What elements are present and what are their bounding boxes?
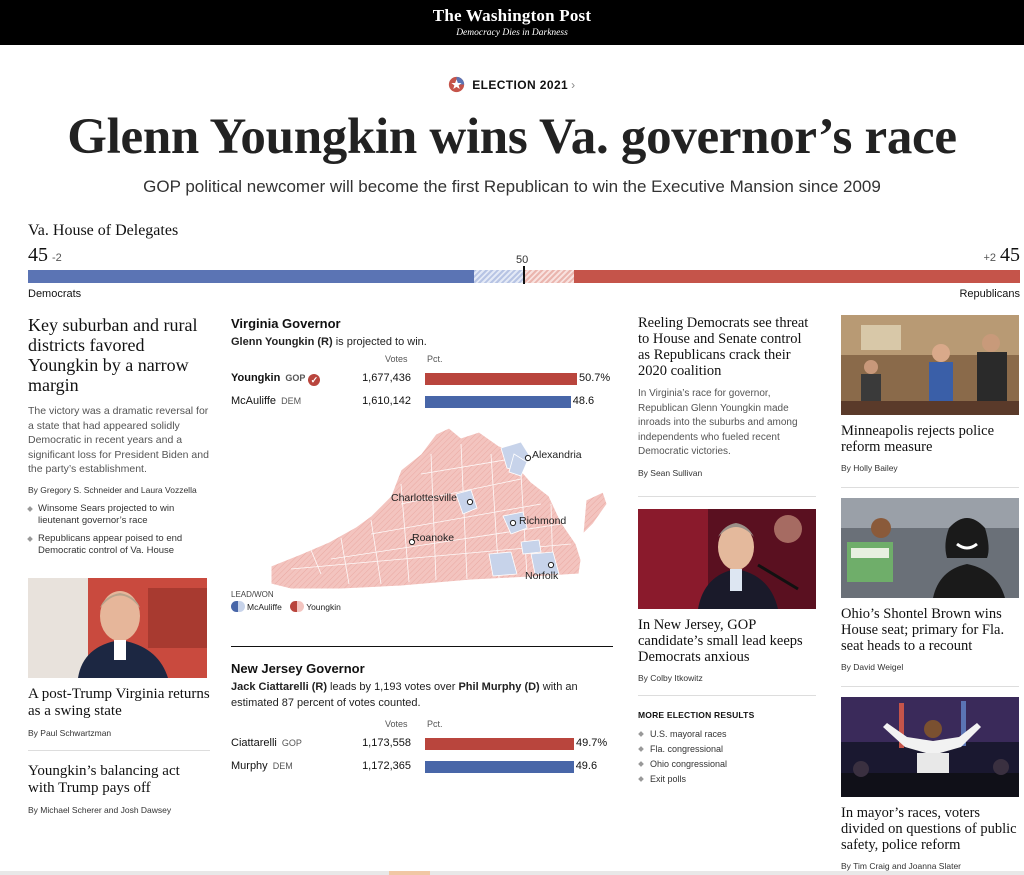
more-results-link[interactable]: Ohio congressional: [638, 759, 816, 769]
candidate-pct: 50.7%: [579, 372, 611, 384]
lead-story-byline: By Gregory S. Schneider and Laura Vozzella: [28, 484, 197, 495]
virginia-county-map[interactable]: [231, 424, 613, 606]
candidate-name: Youngkin GOP ✓: [231, 372, 320, 386]
nj-result-bar: [425, 738, 574, 750]
story-headline[interactable]: In New Jersey, GOP candidate’s small lead keeps Democrats anxious: [638, 616, 803, 665]
map-city-label: Richmond: [519, 515, 567, 527]
votes-header: Votes: [385, 354, 408, 364]
related-link[interactable]: Winsome Sears projected to win lieutenant governor’s race: [28, 503, 210, 528]
divider: [841, 686, 1019, 687]
va-candidate-row: [231, 368, 613, 391]
masthead: [0, 0, 1024, 45]
house-title: Va. House of Delegates: [28, 222, 179, 239]
nj-result-bar: [425, 761, 574, 773]
site-logo[interactable]: The Washington Post: [432, 6, 592, 25]
story-byline: By Michael Scherer and Josh Dawsey: [28, 804, 172, 815]
majority-marker: [523, 266, 525, 284]
majority-label: 50: [516, 254, 529, 266]
nj-race: [231, 646, 613, 779]
map-legend: [231, 601, 347, 612]
rep-swatch: [290, 601, 304, 612]
nj-table-header: [231, 719, 613, 733]
story-byline: By Holly Bailey: [841, 463, 898, 473]
kicker-label: ELECTION 2021: [472, 78, 569, 92]
dem-label: Democrats: [28, 288, 82, 300]
map-city-label: Norfolk: [525, 570, 559, 582]
candidate-votes: 1,173,558: [362, 737, 411, 749]
candidate-pct: 48.6: [572, 395, 595, 407]
site-tagline: Democracy Dies in Darkness: [456, 28, 568, 38]
lead-story-summary: The victory was a dramatic reversal for a state that had appeared solidly Democratic in recent years and a significant loss for President Biden and the party’s establishment.: [28, 405, 209, 475]
more-results-link[interactable]: Fla. congressional: [638, 744, 816, 754]
va-race-title[interactable]: Virginia Governor: [231, 316, 341, 331]
legend-item-dem: McAuliffe: [231, 602, 282, 612]
pct-header: Pct.: [427, 354, 443, 364]
story-headline[interactable]: In mayor’s races, voters divided on questions of public safety, police reform: [841, 805, 1017, 853]
divider: [841, 487, 1019, 488]
bar-rep-won: [574, 270, 1020, 283]
right-column: [841, 315, 1019, 871]
page-dek: GOP political newcomer will become the first Republican to win the Executive Mansion since 2009: [143, 177, 881, 196]
story-byline: By Colby Itkowitz: [638, 672, 703, 683]
youngkin-photo[interactable]: [28, 578, 207, 678]
mayor-rally-photo[interactable]: [841, 697, 1019, 797]
rep-seat-change: +2: [983, 252, 996, 264]
minneapolis-photo[interactable]: [841, 315, 1019, 415]
map-city-label: Alexandria: [532, 449, 582, 461]
candidate-votes: 1,677,436: [362, 372, 411, 384]
candidate-name: Murphy DEM: [231, 760, 293, 772]
section-kicker[interactable]: [0, 76, 1024, 93]
candidate-pct: 49.6: [575, 760, 598, 772]
va-race-status: Glenn Youngkin (R) is projected to win.: [231, 336, 427, 348]
left-column: [28, 315, 210, 815]
candidate-votes: 1,172,365: [362, 760, 411, 772]
bar-dem-won: [28, 270, 474, 283]
eastern-shore-shape: [583, 492, 607, 534]
story-headline[interactable]: Reeling Democrats see threat to House and Senate control as Republicans crack their 2020 coalition: [638, 315, 809, 379]
story-headline[interactable]: A post-Trump Virginia returns as a swing state: [28, 685, 210, 719]
election-star-icon: [448, 76, 465, 93]
results-column: [231, 316, 613, 772]
house-seat-bar: [28, 270, 1020, 283]
story-byline: By David Weigel: [841, 662, 904, 672]
dem-seat-change: -2: [52, 252, 62, 264]
candidate-votes: 1,610,142: [362, 395, 411, 407]
candidate-name: Ciattarelli GOP: [231, 737, 302, 749]
nj-race-title[interactable]: New Jersey Governor: [231, 661, 365, 676]
map-legend-title: LEAD/WON: [231, 590, 274, 599]
map-city-label: Charlottesville: [391, 492, 457, 504]
candidate-pct: 49.7%: [576, 737, 608, 749]
page-headline[interactable]: Glenn Youngkin wins Va. governor’s race: [67, 109, 957, 165]
va-result-bar: [425, 373, 577, 385]
rep-label: Republicans: [959, 288, 1020, 300]
winner-check-icon: ✓: [308, 374, 320, 386]
dem-seat-count: 45 -2: [28, 244, 62, 266]
story-headline[interactable]: Youngkin’s balancing act with Trump pays off: [28, 762, 180, 796]
map-city-label: Roanoke: [412, 532, 455, 544]
divider: [638, 695, 816, 696]
story-headline[interactable]: Ohio’s Shontel Brown wins House seat; primary for Fla. seat heads to a recount: [841, 606, 1005, 654]
related-link[interactable]: Republicans appear poised to end Democratic control of Va. House: [28, 533, 210, 558]
pct-header: Pct.: [427, 719, 443, 729]
shontel-brown-photo[interactable]: [841, 498, 1019, 598]
chevron-right-icon: ›: [571, 78, 576, 92]
nj-candidate-row: [231, 756, 613, 779]
ciattarelli-photo[interactable]: [638, 509, 816, 609]
story-byline: By Paul Schwartzman: [28, 727, 112, 738]
bar-dem-leaning: [474, 270, 524, 283]
more-results-link[interactable]: U.S. mayoral races: [638, 729, 816, 739]
va-result-bar: [425, 396, 571, 408]
nj-race-status: Jack Ciattarelli (R) leads by 1,193 votes over Phil Murphy (D) with an estimated 87 percent of votes counted.: [231, 681, 578, 709]
bar-rep-leaning: [524, 270, 574, 283]
lead-story-headline[interactable]: Key suburban and rural districts favored Youngkin by a narrow margin: [28, 315, 198, 395]
va-candidate-row: [231, 391, 613, 414]
story-summary: In Virginia’s race for governor, Republican Glenn Youngkin made inroads into the suburbs and among independents who fueled recent Democratic victories.: [638, 388, 798, 457]
va-table-header: [231, 354, 613, 368]
rep-seat-count: +2 45: [983, 244, 1020, 266]
story-byline: By Sean Sullivan: [638, 467, 703, 478]
divider: [638, 496, 816, 497]
story-headline[interactable]: Minneapolis rejects police reform measure: [841, 423, 995, 455]
more-results-link[interactable]: Exit polls: [638, 774, 816, 784]
dem-swatch: [231, 601, 245, 612]
candidate-name: McAuliffe DEM: [231, 395, 302, 407]
bottom-scroll-strip: [0, 871, 1024, 875]
votes-header: Votes: [385, 719, 408, 729]
analysis-column: [638, 315, 816, 784]
story-byline: By Tim Craig and Joanna Slater: [841, 861, 962, 871]
more-results-title: MORE ELECTION RESULTS: [638, 709, 755, 720]
divider: [28, 750, 210, 751]
nj-candidate-row: [231, 733, 613, 756]
legend-item-rep: Youngkin: [290, 602, 341, 612]
